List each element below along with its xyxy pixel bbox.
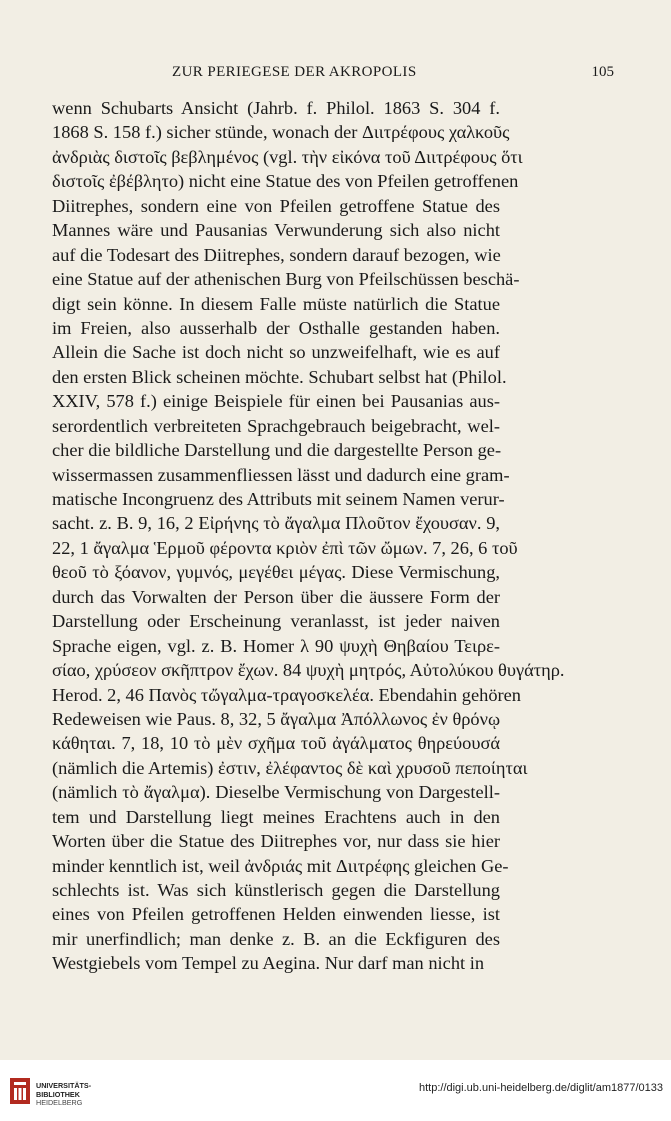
text-line: (nämlich τὸ ἄγαλμα). Dieselbe Vermischung von Dargestell- bbox=[52, 782, 500, 803]
text-line: XXIV, 578 f.) einige Beispiele für einen bei Pausanias aus- bbox=[52, 391, 500, 412]
text-line: sacht. z. B. 9, 16, 2 Εἰρήνης τὸ ἄγαλμα Πλοῦτον ἔχουσαν. 9, bbox=[52, 513, 500, 534]
text-line: Diitrephes, sondern eine von Pfeilen getroffene Statue des bbox=[52, 195, 500, 216]
body-text bbox=[52, 96, 565, 976]
text-line: wissermassen zusammenfliessen lässt und dadurch eine gram- bbox=[52, 464, 510, 485]
text-line: Sprache eigen, vgl. z. B. Homer λ 90 ψυχὴ Θηβαίου Τειρε- bbox=[52, 635, 500, 656]
text-line: durch das Vorwalten der Person über die äussere Form der bbox=[52, 586, 500, 607]
text-line: 22, 1 ἄγαλμα Ἑρμοῦ φέροντα κριὸν ἐπὶ τῶν ὤμων. 7, 26, 6 τοῦ bbox=[52, 537, 518, 558]
text-line: matische Incongruenz des Attributs mit seinem Namen verur- bbox=[52, 489, 505, 509]
text-line: digt sein könne. In diesem Falle müste natürlich die Statue bbox=[52, 293, 500, 314]
text-line: schlechts ist. Was sich künstlerisch gegen die Darstellung bbox=[52, 880, 500, 900]
text-line: διστοῖς ἐβέβλητο) nicht eine Statue des von Pfeilen getroffenen bbox=[52, 171, 519, 192]
page-header bbox=[52, 64, 614, 86]
text-line: Herod. 2, 46 Πανὸς τὤγαλμα-τραγοσκελέα. Ebendahin gehören bbox=[52, 684, 522, 705]
library-name-line-3: HEIDELBERG bbox=[36, 1098, 83, 1107]
text-line: 1868 S. 158 f.) sicher stünde, wonach der Διιτρέφους χαλκοῦς bbox=[52, 122, 510, 143]
text-line: wenn Schubarts Ansicht (Jahrb. f. Philol. 1863 S. 304 f. bbox=[52, 98, 500, 118]
text-line: Allein die Sache ist doch nicht so unzweifelhaft, wie es auf bbox=[52, 342, 500, 363]
text-line: Westgiebels vom Tempel zu Aegina. Nur darf man nicht in bbox=[52, 953, 485, 974]
text-line: serordentlich verbreiteten Sprachgebrauch beigebracht, wel- bbox=[52, 415, 500, 436]
text-line: (nämlich die Artemis) ἐστιν, ἐλέφαντος δὲ καὶ χρυσοῦ πεποίηται bbox=[52, 757, 528, 778]
library-name-line-1: UNIVERSITÄTS- bbox=[36, 1081, 92, 1090]
text-line: eines von Pfeilen getroffenen Helden einwenden liesse, ist bbox=[52, 904, 500, 925]
text-line: σίαο, χρύσεον σκῆπτρον ἔχων. 84 ψυχὴ μητρός, Αὐτολύκου θυγάτηρ. bbox=[52, 660, 565, 681]
library-name-line-2: BIBLIOTHEK bbox=[36, 1089, 80, 1099]
text-line: auf die Todesart des Diitrephes, sondern darauf bezogen, wie bbox=[52, 244, 501, 265]
text-line: mir unerfindlich; man denke z. B. an die Eckfiguren des bbox=[52, 928, 500, 949]
text-line: ἀνδριὰς διστοῖς βεβλημένος (vgl. τὴν εἰκόνα τοῦ Διιτρέφους ὅτι bbox=[52, 146, 523, 167]
text-line: im Freien, also ausserhalb der Osthalle gestanden haben. bbox=[52, 317, 500, 338]
text-line: θεοῦ τὸ ξόανον, γυμνός, μεγέθει μέγας. Diese Vermischung, bbox=[52, 562, 500, 583]
library-name[interactable] bbox=[36, 1082, 91, 1108]
text-line: Redeweisen wie Paus. 8, 32, 5 ἄγαλμα Ἀπόλλωνος ἐν θρόνῳ bbox=[52, 708, 501, 729]
text-line: eine Statue auf der athenischen Burg von Pfeilschüssen beschä- bbox=[52, 269, 520, 290]
text-line: Mannes wäre und Pausanias Verwunderung sich also nicht bbox=[52, 220, 500, 241]
running-title: ZUR PERIEGESE DER AKROPOLIS bbox=[172, 64, 417, 80]
text-line: Worten über die Statue des Diitrephes vor, nur dass sie hier bbox=[52, 831, 500, 852]
text-line: minder kenntlich ist, weil ἀνδριάς mit Διιτρέφης gleichen Ge- bbox=[52, 855, 509, 876]
footer-bar bbox=[0, 1060, 671, 1121]
source-url[interactable]: http://digi.ub.uni-heidelberg.de/diglit/am1877/0133 bbox=[418, 1082, 663, 1094]
page-number: 105 bbox=[591, 64, 614, 80]
text-line: Darstellung oder Erscheinung veranlasst, ist jeder naiven bbox=[52, 611, 500, 632]
text-line: tem und Darstellung liegt meines Erachtens auch in den bbox=[52, 806, 500, 827]
library-logo-icon[interactable] bbox=[8, 1076, 32, 1106]
text-line: κάθηται. 7, 18, 10 τὸ μὲν σχῆμα τοῦ ἀγάλματος θηρεύουσά bbox=[52, 733, 500, 754]
text-line: den ersten Blick scheinen möchte. Schubart selbst hat (Philol. bbox=[52, 366, 507, 387]
text-line: cher die bildliche Darstellung und die dargestellte Person ge- bbox=[52, 440, 502, 461]
